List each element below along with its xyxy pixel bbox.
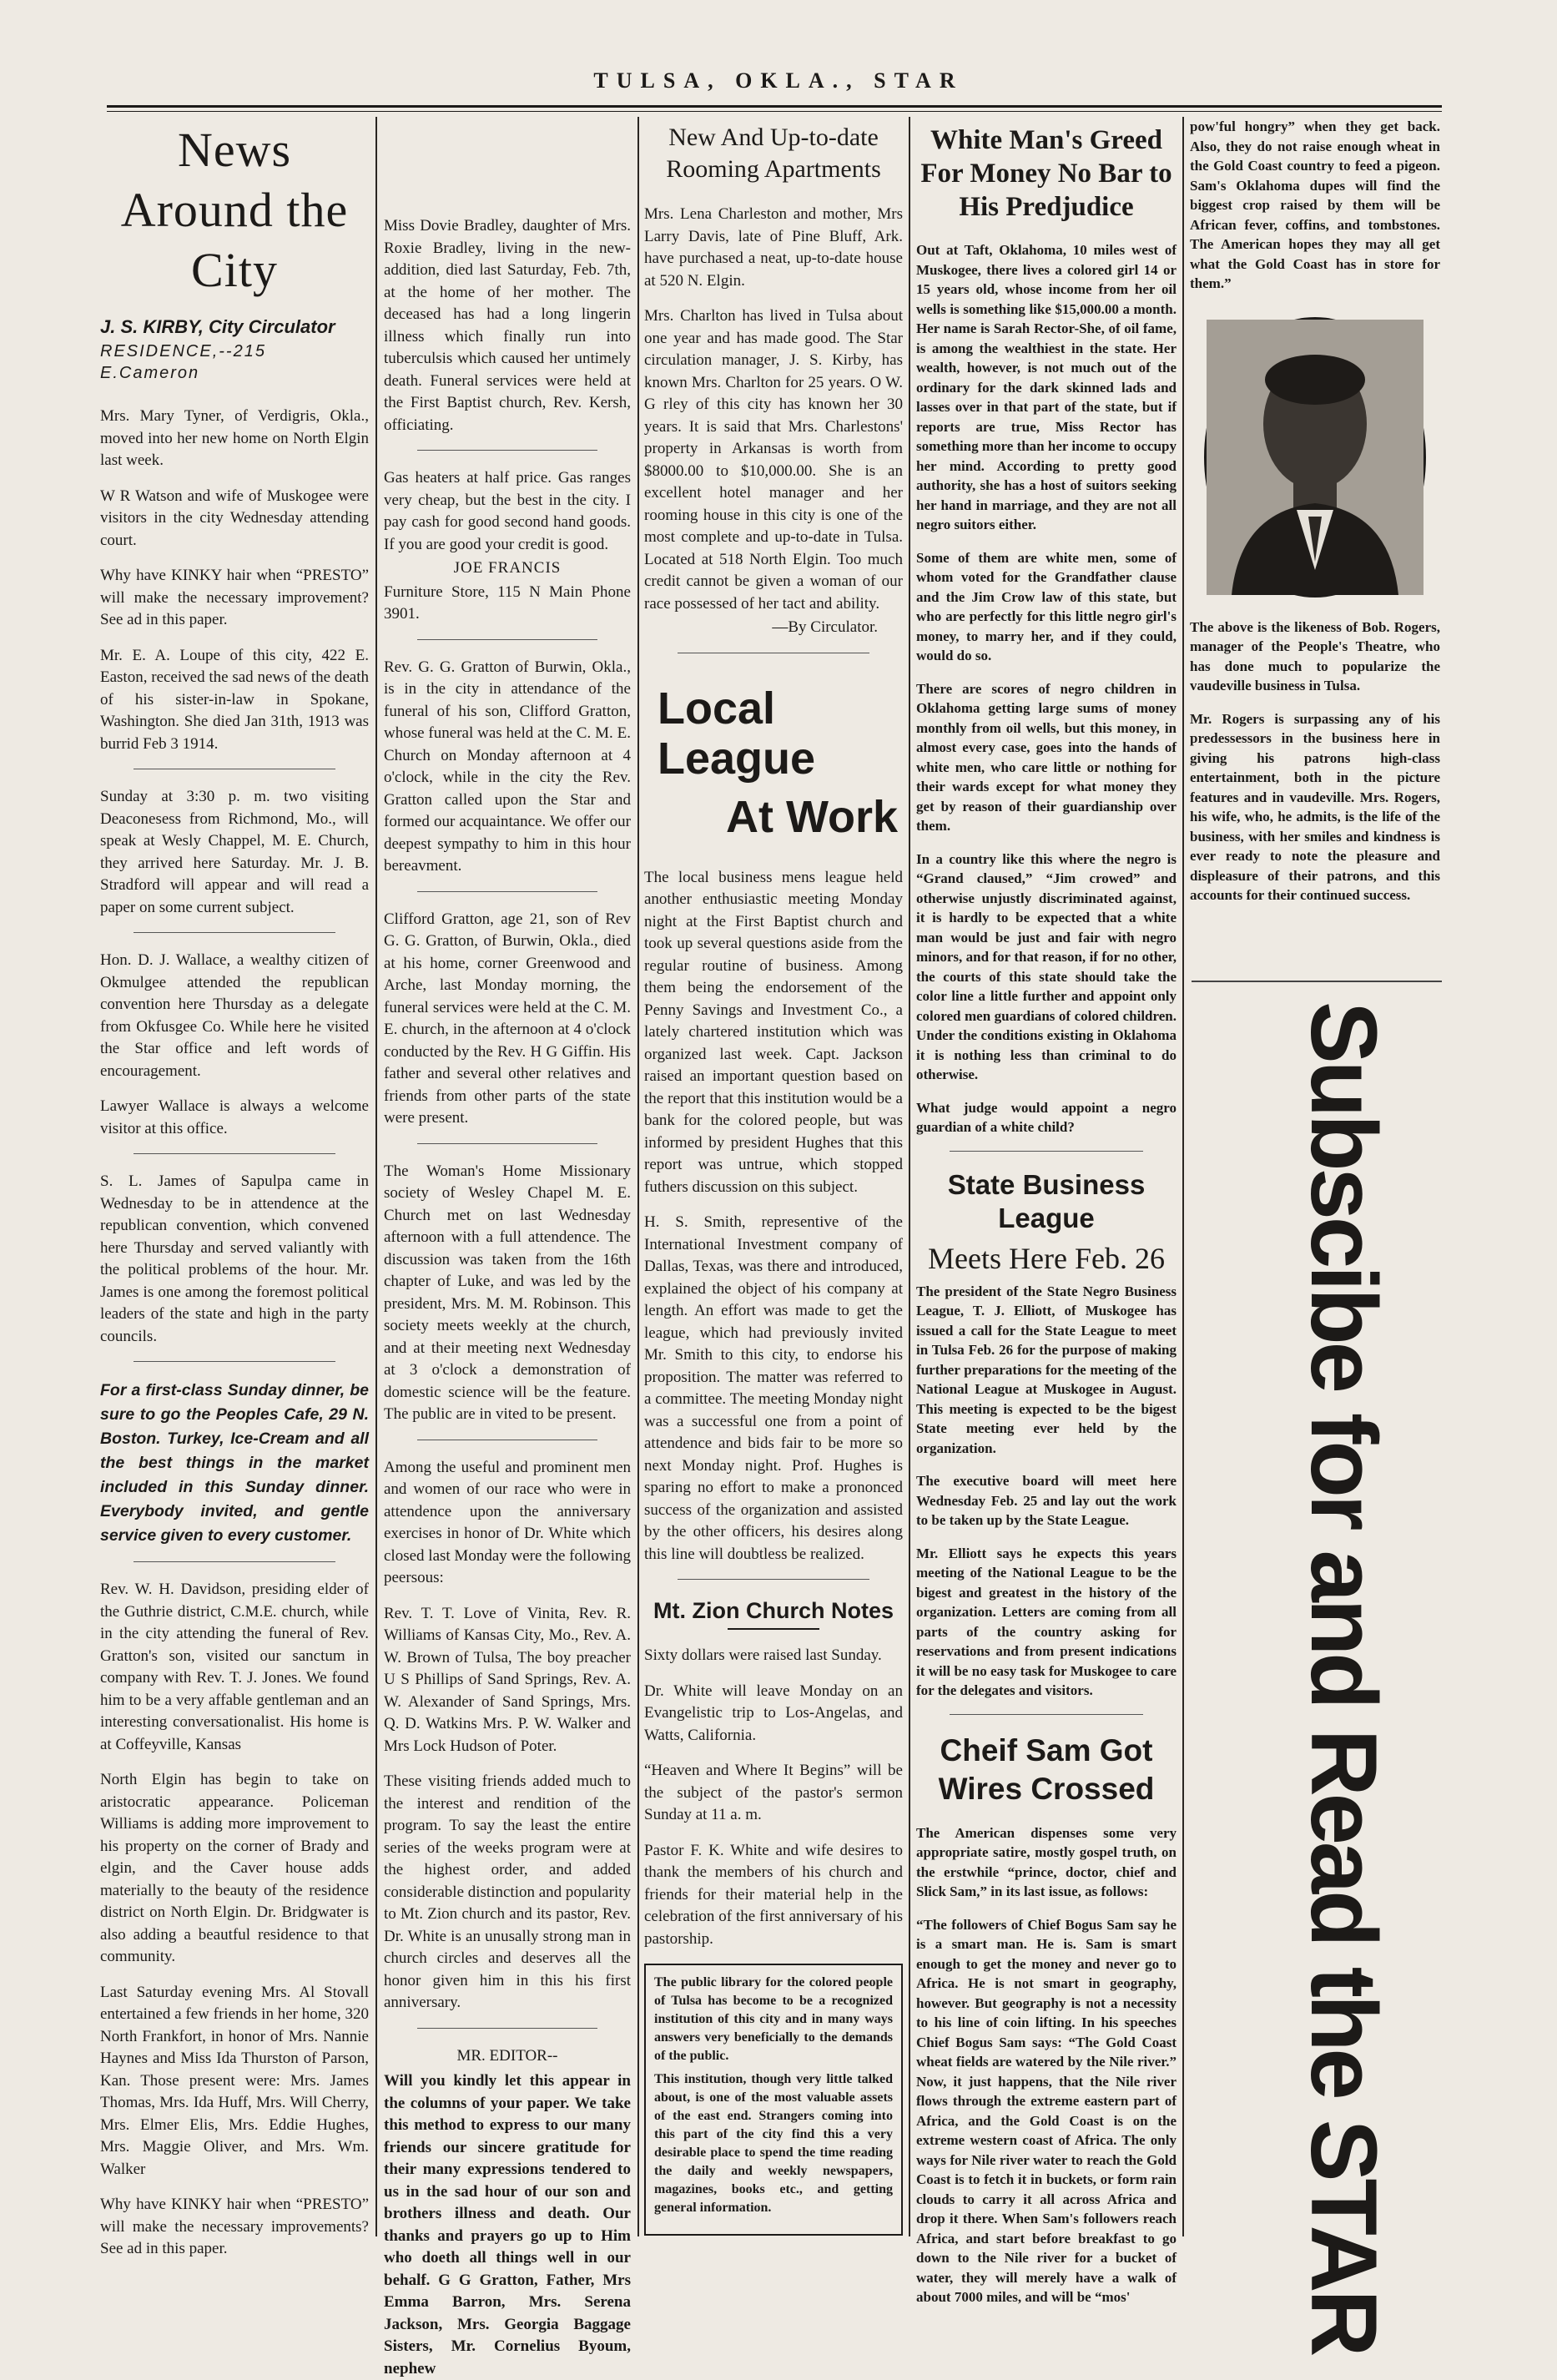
caption: Mr. Rogers is surpassing any of his predessessors in the business here in giving his patrons high-class entertainment, both in the picture features and in vaudeville. Mrs. Rogers, his wife, who, he admits, is the life of the business, with her smiles and kindness is ever ready to note the pleasure and displeasure of their patrons, and this accounts for their continued success. xyxy=(1190,710,1440,903)
letter-body: Will you kindly let this appear in the columns of your paper. We take this method to express to our many friends our sincere gratitude for their many expressions tendered to us in the sad hour of our son and brothers illness and death. Our thanks and prayers go up to Him who doeth all things well in our behalf. G G Gratton, Father, Mrs Emma Barron, Mrs. Serena Jackson, Mrs. Georgia Baggage Sisters, Mr. Cornelius Byoum, nephew xyxy=(384,2072,631,2377)
headline-cheif-sam: Cheif Sam Got Wires Crossed xyxy=(938,1732,1155,1806)
column-3 xyxy=(644,117,903,2236)
circulator-heading: J. S. KIRBY, City Circulator xyxy=(100,316,335,337)
portrait-image xyxy=(1207,320,1423,595)
news-item: The American dispenses some very appropriate satire, mostly gospel truth, on the erstwhile “prince, doctor, chief and Slick Sam,” in its last issue, as follows: xyxy=(916,1824,1177,1899)
news-item: The executive board will meet here Wednesday Feb. 25 and lay out the work to be taken up by the State League. xyxy=(916,1473,1177,1528)
news-item: The public library for the colored people of Tulsa has become to be a recognized institution of this city and in many ways answers very beneficially to the demands of the public. xyxy=(654,1975,893,2063)
news-item: In a country like this where the negro is “Grand claused,” “Jim crowed” and otherwise unjustly discriminated against, it is hardly to be expected that a white man would be just and fair with negro minors, and for that reason, if for no other, the courts of this state should take the color line a little further and appoint only colored men guardians of colored children. Under the conditions existing in Oklahoma it is nothing less than criminal to do otherwise. xyxy=(916,850,1177,1082)
divider xyxy=(950,1714,1143,1715)
news-item: Clifford Gratton, age 21, son of Rev G. G. Gratton, of Burwin, Okla., died at his home, corner Greenwood and Arche, last Monday morning, the funeral services were held at the C. M. E. church, in the afternoon at 4 o'clock conducted by the Rev. H G Giffin. His father and several other relatives and friends from other parts of the state were present. xyxy=(384,910,631,1127)
divider xyxy=(134,932,335,933)
letter-heading: MR. EDITOR-- xyxy=(456,2046,558,2065)
news-item: This institution, though very little talked about, is one of the most valuable assets of the east end. Strangers coming into this part of the city find this a very desirable place to spend the time reading the daily and weekly newspapers, magazines, books etc., and getting general information. xyxy=(654,2072,893,2215)
column-1 xyxy=(100,117,369,2257)
news-item: The local business mens league held another enthusiastic meeting Monday night at the First Baptist church and took up several questions aside from the regular routine of business. Among them being the endorsement of the Penny Savings and Investment Co., a lately chartered institution which was organized last week. Capt. Jackson raised an important question based on the report that this institution would be a bank for the colored people, but was informed by president Hughes that this report was untrue, which stopped futhers discussion on this subject. xyxy=(644,868,903,1196)
news-item: Mr. Elliott says he expects this years meeting of the National League to be the bigest and greatest in the history of the organization. Letters are coming from all parts of the country asking for reservations and from present indications it will be no easy task for Muskogee to care for the delegates and visitors. xyxy=(916,1545,1177,1698)
news-item: Rev. T. T. Love of Vinita, Rev. R. Williams of Kansas City, Mo., Rev. A. W. Brown of Tulsa, The boy preacher U S Phillips of Sand Springs, Rev. A. W. Alexander of Sand Springs, Mrs. Q. D. Watkins Mrs. P. W. Walker and Mrs Lock Hudson of Poter. xyxy=(384,1604,631,1755)
news-item: “The followers of Chief Bogus Sam say he is a smart man. He is. Sam is smart enough to get the money and never go to Africa. He is not smart in geography, however. But geography is not a necessity to his line of coin lifting. In his speeches Chief Bogus Sam says: “The Gold Coast wheat fields are watered by the Nile river.” Now, it just happens, that the Nile river flows through the extreme eastern part of Africa, and the Gold Coast is on the extreme western coast of Africa. The only ways for Nile river water to reach the Gold Coast is to fetch it in buckets, or form rain clouds to carry it all across Africa and drop it there. When Sam's followers reach Africa, and start before breakfast to go down to the Nile river for a bucket of water, they will merely have a walk of about 7000 miles, and will be “mos' xyxy=(916,1916,1177,2305)
advertiser-name: JOE FRANCIS xyxy=(453,559,562,577)
headline-news-around-the-city: News Around the City xyxy=(120,123,349,297)
column-2 xyxy=(384,215,632,2377)
divider xyxy=(417,1143,597,1144)
column-divider xyxy=(909,117,910,2236)
news-item: Rev. G. G. Gratton of Burwin, Okla., is in the city in attendance of the funeral of his son, Clifford Gratton, whose funeral was held at the C. M. E. Church on Monday afternoon at 4 o'clock, while in the city the Rev. Gratton called upon the Star and formed our acquaintance. We offer our deepest sympathy to him in this hour bereavment. xyxy=(384,658,631,875)
headline-mt-zion: Mt. Zion Church Notes xyxy=(653,1598,894,1623)
column-4 xyxy=(916,117,1177,2305)
caption: The above is the likeness of Bob. Rogers, manager of the People's Theatre, who has done much to popularize the vaudeville business in Tulsa. xyxy=(1190,618,1440,693)
news-item: Hon. D. J. Wallace, a wealthy citizen of Okmulgee attended the republican convention here Thursday as a delegate from Okfusgee Co. While here he visited the Star office and left words of encouragement. xyxy=(100,951,369,1080)
divider xyxy=(417,891,597,892)
headline-state-business-league: State Business League xyxy=(947,1168,1146,1233)
news-item: Out at Taft, Oklahoma, 10 miles west of Muskogee, there lives a colored girl 14 or 15 years old, whose income from her oil wells is something like $15,000.00 a month. Her name is Sarah Rector-She, of oil fame, is among the wealthiest in the state. Her wealth, however, is not much out of the ordinary for the dark skinned lads and lasses over in that part of the state, but if reports are true, Miss Rector has something more than her income to occupy her mind. According to pretty good authority, she has a host of suitors seeking her hand in marriage, and they are not all negro suitors either. xyxy=(916,242,1177,532)
news-item: Rev. W. H. Davidson, presiding elder of the Guthrie district, C.M.E. church, while in the city attending the funeral of Rev. Gratton's son, visited our sanctum in company with Rev. T. J. Jones. We found him to be a very affable gentleman and an interesting conversationalist. His home is at Coffeyville, Kansas xyxy=(100,1581,369,1753)
advertisement-peoples-cafe: For a first-class Sunday dinner, be sure to go the Peoples Cafe, 29 N. Boston. Turkey, Ice-Cream and all the best things in the market included in this Sunday dinner. Everybody invited, and gentle service given to every customer. xyxy=(100,1381,369,1545)
news-item: North Elgin has begin to take on aristocratic appearance. Policeman Williams is adding more improvement to his property on the corner of Brady and elgin, and the Caver house adds materially to the beauty of the residence district on North Elgin. Dr. Bridgwater is also adding a beautful residence to that community. xyxy=(100,1771,369,1965)
news-item: Mrs. Mary Tyner, of Verdigris, Okla., moved into her new home on North Elgin last week. xyxy=(100,407,369,469)
divider xyxy=(417,639,597,640)
news-item: These visiting friends added much to the interest and rendition of the program. To say the least the entire series of the weeks program were at the highest order, and added considerable distinction and popularity to Mt. Zion church and its pastor, Rev. Dr. White is an unusally strong man in church circles and deserves all the honor given him in this his first anniversary. xyxy=(384,1772,632,2011)
news-item: Among the useful and prominent men and women of our race who were in attendence upon the anniversary exercises in honor of Dr. White which closed last Monday were the following peersous: xyxy=(384,1458,632,1586)
news-item: “Heaven and Where It Begins” will be the subject of the pastor's sermon Sunday at 11 a. m. xyxy=(644,1762,903,1823)
news-item: Why have KINKY hair when “PRESTO” will make the necessary improvements? See ad in this paper. xyxy=(100,2196,369,2257)
news-item: The Woman's Home Missionary society of Wesley Chapel M. E. Church met on last Wednesday afternoon with a full attendence. The discussion was taken from the 16th chapter of Luke, and was led by the president, Mrs. M. M. Robinson. This society meets weekly at the church, and at their meeting next Wednesday at 3 o'clock a demonstration of domestic science will be the feature. The public are in vited to be present. xyxy=(384,1162,631,1423)
news-item: The president of the State Negro Business League, T. J. Elliott, of Muskogee has issued a call for the State League to meet in Tulsa Feb. 26 for the purpose of making further preparations for the meeting of the National League at Muskogee in August. This meeting is expected to be the bigest State meeting ever held by the organization. xyxy=(916,1283,1177,1456)
news-item: W R Watson and wife of Muskogee were visitors in the city Wednesday attending court. xyxy=(100,487,369,549)
news-item: H. S. Smith, representive of the International Investment company of Dallas, Texas, was there and introduced, explained the object of his company at length. An effort was made to get the league, which had previously invited Mr. Smith to this city, to endorse his proposition. The matter was referred to a committee. The meeting Monday night was a successful one from a point of attendence and bids fair to be more so next Monday night. Prof. Hughes is sparing no effort to make a prononced success of the organization and assisted by the other officers, his desires along this line will doubtless be realized. xyxy=(644,1213,903,1563)
divider xyxy=(134,1361,335,1362)
subheadline-meets-here: Meets Here Feb. 26 xyxy=(928,1241,1165,1275)
news-item: Some of them are white men, some of whom voted for the Grandfather clause and the Jim Crow law of this state, but who are perfectly for this little negro girl's money, to marry her, and if they could, would do so. xyxy=(916,549,1177,663)
advertisement-furniture: Gas heaters at half price. Gas ranges very cheap, but the best in the city. I pay cash for good second hand goods. If you are good your credit is good. xyxy=(384,469,631,553)
library-notice-box xyxy=(644,1964,903,2236)
news-item: Mr. E. A. Loupe of this city, 422 E. Easton, received the sad news of the death of his sister-in-law in Spokane, Washington. She died Jan 31th, 1913 was burrid Feb 3 1914. xyxy=(100,646,369,753)
news-item: Mrs. Charlton has lived in Tulsa about one year and has made good. The Star circulation manager, J. S. Kirby, has known Mrs. Charlton for 25 years. O W. G rley of this city has known her 30 years. It is said that Mrs. Charlestons' property in Arkansas is worth from $8000.00 to $10,000.00. She is an excellent hotel manager and her rooming house in this city is one of the most complete and up-to-date in Tulsa. Located at 518 North Elgin. Too much credit cannot be given a woman of our race possessed of her tact and ability. xyxy=(644,307,903,613)
news-item: What judge would appoint a negro guardian of a white child? xyxy=(916,1099,1177,1135)
divider xyxy=(678,1579,869,1580)
subscribe-banner: Subscibe for and Read the STAR xyxy=(1292,1001,1396,2354)
news-item: Mrs. Lena Charleston and mother, Mrs Larry Davis, late of Pine Bluff, Ark. have purchased a neat, up-to-date house at 520 N. Elgin. xyxy=(644,205,903,290)
column-5 xyxy=(1190,117,1440,985)
masthead: TULSA, OKLA., STAR xyxy=(593,68,964,93)
news-item: Lawyer Wallace is always a welcome visitor at this office. xyxy=(100,1097,369,1137)
news-item: pow'ful hongry” when they get back. Also, they do not raise enough wheat in the Gold Coast country to feed a pigeon. Sam's Oklahoma dupes will find the biggest crop raised by them will be African fever, coffins, and tombstones. The American hopes they may all get what the Gold Coast has in store for them.” xyxy=(1190,118,1440,291)
headline-rooming-apartments: New And Up-to-date Rooming Apartments xyxy=(666,124,881,183)
portrait-photo-bob-rogers xyxy=(1204,317,1426,598)
top-rule xyxy=(107,105,1442,108)
divider xyxy=(417,2028,597,2029)
signature: —By Circulator. xyxy=(772,618,878,636)
headline-white-mans-greed: White Man's Greed For Money No Bar to His Predjudice xyxy=(920,125,1172,222)
divider xyxy=(1192,981,1442,982)
news-item: Miss Dovie Bradley, daughter of Mrs. Roxie Bradley, living in the new-addition, died last Saturday, Feb. 7th, at the home of her mother. The deceased has had a long lingerin illness which finally run into tuberculsis which caused her untimely death. Funeral services were held at the First Baptist church, Rev. Kersh, officiating. xyxy=(384,217,631,434)
divider xyxy=(134,1153,335,1154)
column-divider xyxy=(637,117,639,2236)
column-divider xyxy=(1182,117,1184,2236)
headline-at-work: At Work xyxy=(725,791,898,842)
circulator-address: RESIDENCE,--215 E.Cameron xyxy=(100,342,266,382)
divider xyxy=(728,1628,819,1630)
column-divider xyxy=(375,117,377,2236)
headline-local-league: Local League xyxy=(658,683,816,784)
news-item: Dr. White will leave Monday on an Evangelistic trip to Los-Angelas, and Watts, California. xyxy=(644,1682,903,1744)
top-rule-thin xyxy=(107,111,1442,112)
divider xyxy=(134,1561,335,1562)
news-item: Sunday at 3:30 p. m. two visiting Deaconesess from Richmond, Mo., will speak at Wesly Chappel, M. E. Church, they arrived here Saturday. Mr. J. B. Stradford will appear and will read a paper on some current subject. xyxy=(100,788,369,916)
advertiser-address: Furniture Store, 115 N Main Phone 3901. xyxy=(384,582,631,623)
divider xyxy=(417,450,597,451)
news-item: Last Saturday evening Mrs. Al Stovall entertained a few friends in her home, 320 North Frankfort, in honor of Mrs. Nannie Haynes and Miss Ida Thurston of Parson, Kan. Those present were: Mrs. James Thomas, Mrs. Ida Huff, Mrs. Will Cherry, Mrs. Elmer Elis, Mrs. Eddie Hughes, Mrs. Maggie Oliver, and Mrs. Wm. Walker xyxy=(100,1983,369,2178)
news-item: S. L. James of Sapulpa came in Wednesday to be in attendence at the republican convention, which convened here Thursday and served valiantly with the political problems of the hour. Mr. James is one among the foremost political leaders of the state and high in the party councils. xyxy=(100,1172,369,1345)
news-item: Sixty dollars were raised last Sunday. xyxy=(644,1646,882,1664)
news-item: Pastor F. K. White and wife desires to thank the members of his church and friends for their material help in the celebration of the first anniversary of his pastorship. xyxy=(644,1841,903,1948)
divider xyxy=(950,1151,1143,1152)
news-item: Why have KINKY hair when “PRESTO” will make the necessary improvement? See ad in this paper. xyxy=(100,567,369,628)
news-item: There are scores of negro children in Oklahoma getting large sums of money monthly from oil wells, but this money, in almost every case, goes into the hands of white men, who care little or nothing for their wards except for what money they get by reason of their guardianship over them. xyxy=(916,680,1177,834)
